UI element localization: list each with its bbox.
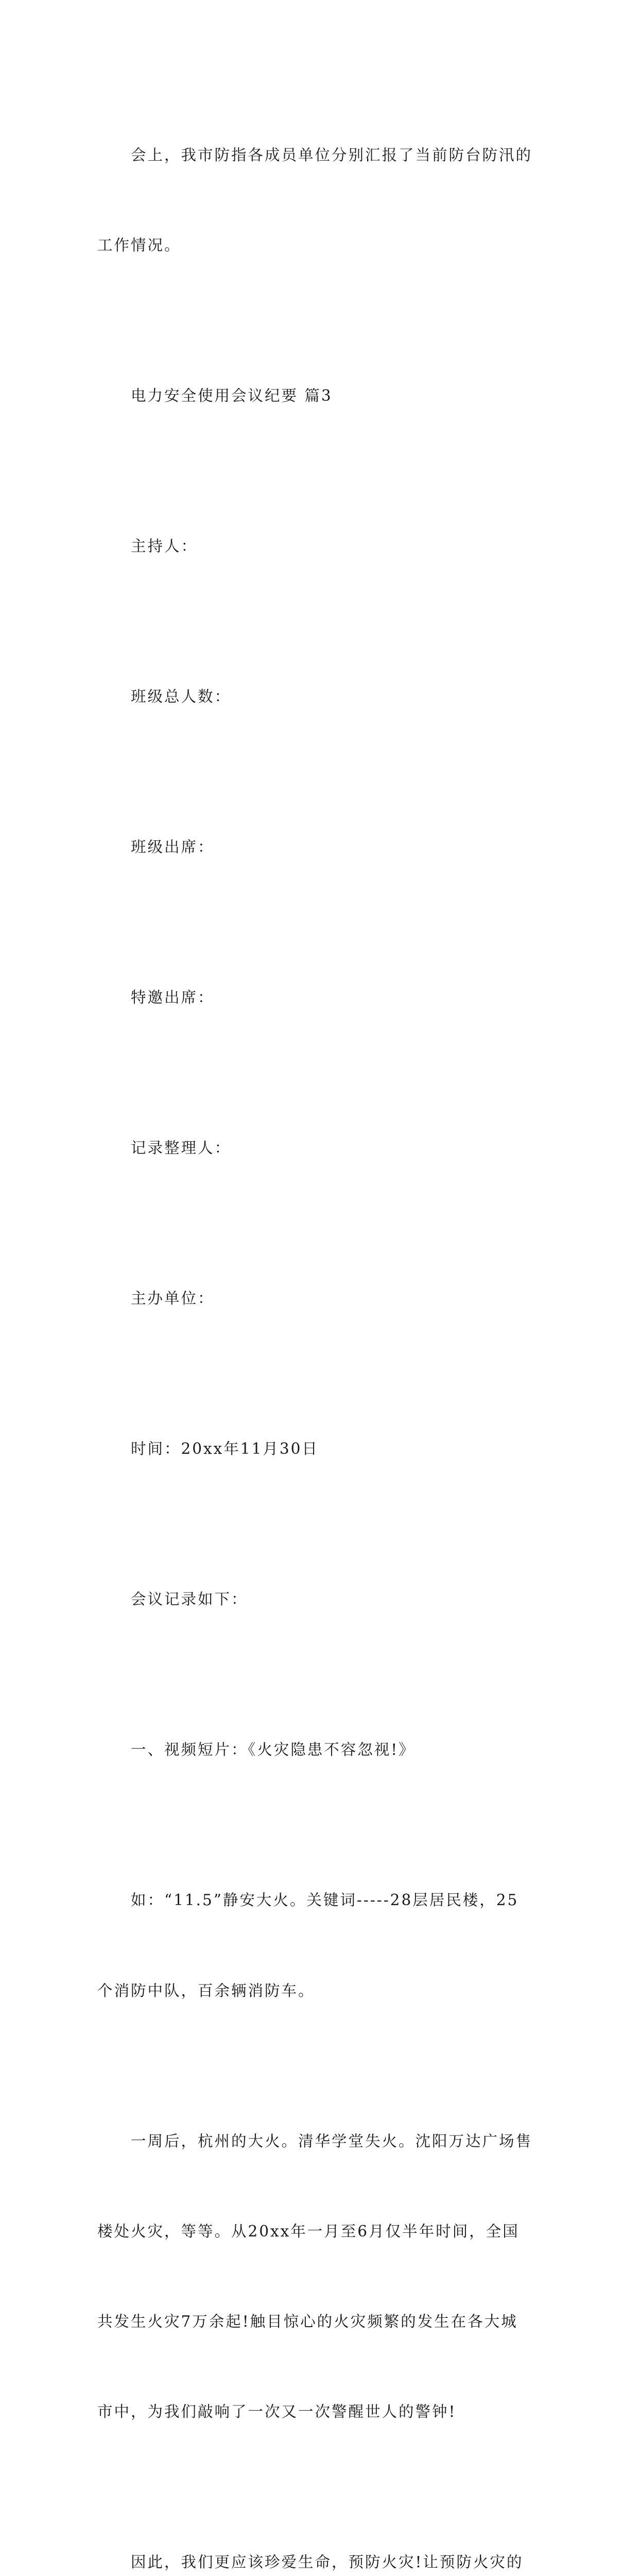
text-line: 楼处火灾，等等。从20xx年一月至6月仅半年时间，全国 (97, 2216, 545, 2246)
paragraph-example-fire (97, 1825, 545, 2066)
field-special-guests (97, 922, 545, 1073)
text-line: 如：“11.5”静安大火。关键词-----28层居民楼，25 (97, 1885, 545, 1915)
field-organizer (97, 1223, 545, 1374)
paragraph-meeting-report (97, 80, 545, 320)
text-line: 工作情况。 (97, 230, 545, 260)
section-heading (97, 320, 545, 471)
field-class-attendance (97, 772, 545, 922)
field-time (97, 1374, 545, 1524)
text-line: 一、视频短片：《火灾隐患不容忽视!》 (97, 1735, 545, 1765)
text-line: 特邀出席： (97, 982, 545, 1012)
text-line: 会上，我市防指各成员单位分别汇报了当前防台防汛的 (97, 140, 545, 170)
text-line: 班级总人数： (97, 682, 545, 711)
minutes-intro (97, 1524, 545, 1675)
text-line: 市中，为我们敲响了一次又一次警醒世人的警钟! (97, 2397, 545, 2427)
text-line: 主办单位： (97, 1283, 545, 1313)
field-host (97, 471, 545, 621)
document-body (97, 80, 545, 2576)
document-page (0, 0, 639, 904)
paragraph-conclusion (97, 2487, 545, 2576)
text-line: 记录整理人： (97, 1133, 545, 1163)
text-line: 电力安全使用会议纪要 篇3 (97, 381, 545, 411)
text-line: 共发生火灾7万余起!触目惊心的火灾频繁的发生在各大城 (97, 2307, 545, 2336)
text-line: 一周后，杭州的大火。清华学堂失火。沈阳万达广场售 (97, 2126, 545, 2156)
text-line: 时间：20xx年11月30日 (97, 1434, 545, 1464)
text-line: 因此，我们更应该珍爱生命，预防火灾!让预防火灾的 (97, 2547, 545, 2576)
section-video (97, 1675, 545, 1825)
field-class-total (97, 621, 545, 772)
text-line: 主持人： (97, 531, 545, 561)
paragraph-fire-statistics (97, 2066, 545, 2487)
text-line: 会议记录如下： (97, 1584, 545, 1614)
field-recorder (97, 1073, 545, 1223)
text-line: 班级出席： (97, 832, 545, 862)
text-line: 个消防中队，百余辆消防车。 (97, 1976, 545, 2006)
